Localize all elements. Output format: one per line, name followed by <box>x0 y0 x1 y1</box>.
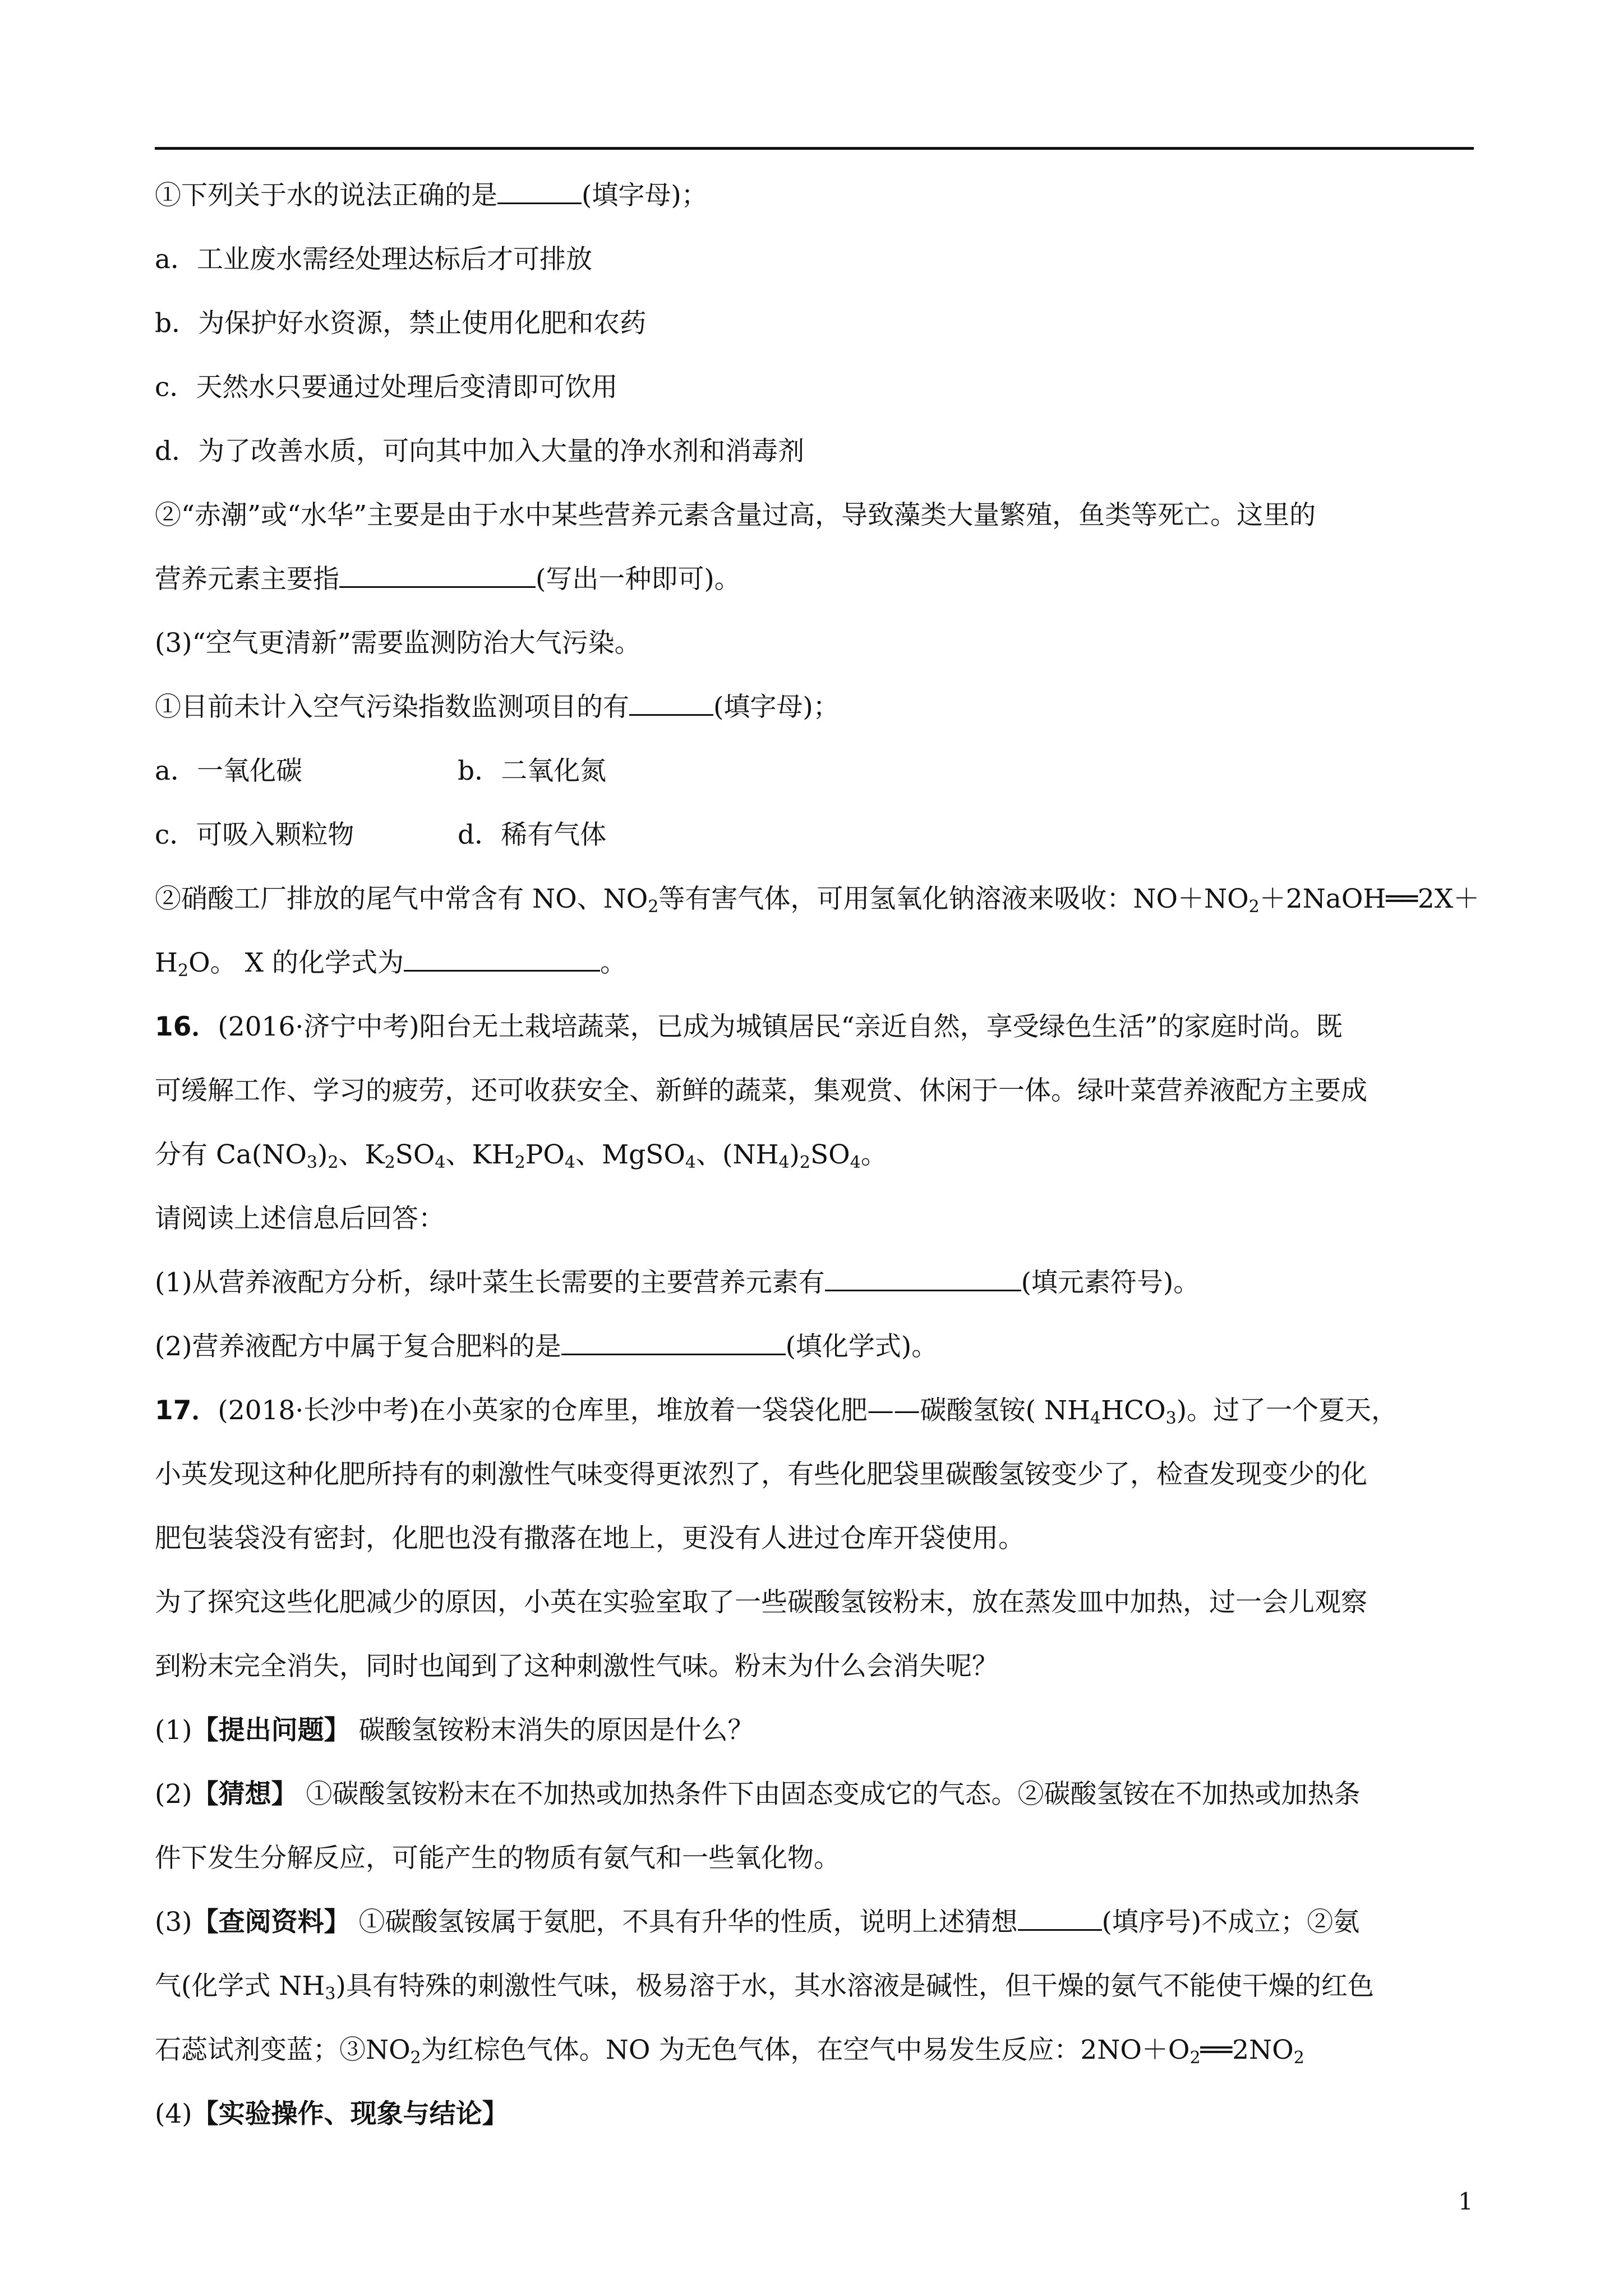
text-run: 、(NH <box>696 1139 779 1170</box>
question-text: 营养元素主要指 <box>155 564 339 595</box>
text-run: 等有害气体，可用氢氧化钠溶液来吸收：NO＋NO <box>658 884 1249 914</box>
text-run: ①碳酸氢铵粉末在不加热或加热条件下由固态变成它的气态。②碳酸氢铵在不加热或加热条 <box>297 1779 1361 1810</box>
option-d: d．稀有气体 <box>458 820 607 850</box>
text-run: 、MgSO <box>575 1139 685 1170</box>
text-run: ) <box>789 1139 800 1170</box>
section-heading: 【实验操作、现象与结论】 <box>192 2099 509 2129</box>
text-run: SO <box>395 1139 435 1170</box>
header-rule <box>155 147 1474 150</box>
subscript: 3 <box>306 1153 318 1172</box>
subscript: 4 <box>778 1153 790 1172</box>
question-text: 到粉末完全消失，同时也闻到了这种刺激性气味。粉末为什么会消失呢？ <box>155 1651 998 1682</box>
option-line <box>155 228 1474 292</box>
text-run: 分有 Ca(NO <box>155 1139 307 1170</box>
question-text: 可缓解工作、学习的疲劳，还可收获安全、新鲜的蔬菜，集观赏、休闲于一体。绿叶菜营养液配方主要成 <box>155 1075 1367 1106</box>
text-line <box>155 2082 1474 2146</box>
text-line <box>155 1699 1474 1763</box>
text-run: 石蕊试剂变蓝；③NO <box>155 2035 411 2065</box>
text-run: 。 <box>600 947 626 978</box>
question-text: (填元素符号)。 <box>1021 1267 1200 1298</box>
text-run: (3) <box>155 1907 192 1938</box>
text-run: )。过了一个夏天， <box>1176 1395 1398 1426</box>
subscript: 4 <box>685 1153 696 1172</box>
text-line <box>155 547 1474 611</box>
text-line <box>155 1826 1474 1890</box>
option-c: c．天然水只要通过处理后变清即可饮用 <box>155 372 618 403</box>
text-line <box>155 1059 1474 1123</box>
question-text: ②“赤潮”或“水华”主要是由于水中某些营养元素含量过高，导致藻类大量繁殖，鱼类等死亡。这里的 <box>155 500 1316 531</box>
text-line <box>155 484 1474 547</box>
text-line <box>155 1251 1474 1315</box>
text-run: O。 X 的化学式为 <box>188 947 404 978</box>
text-run: 、KH <box>445 1139 515 1170</box>
section-heading: 【猜想】 <box>192 1779 298 1810</box>
answer-blank[interactable] <box>561 1327 786 1355</box>
subscript: 3 <box>325 1984 336 2004</box>
text-line <box>155 1635 1474 1699</box>
subscript: 4 <box>1090 1409 1101 1428</box>
subscript: 2 <box>514 1153 525 1172</box>
subscript: 2 <box>648 897 659 917</box>
subscript: 2 <box>1248 897 1260 917</box>
section-heading: 【查阅资料】 <box>192 1907 351 1938</box>
text-line <box>155 1763 1474 1826</box>
text-line <box>155 1443 1474 1507</box>
answer-blank[interactable] <box>404 943 600 972</box>
text-run: (填序号)不成立；②氨 <box>1101 1907 1360 1938</box>
question-text: 件下发生分解反应，可能产生的物质有氨气和一些氧化物。 <box>155 1843 840 1874</box>
answer-blank[interactable] <box>825 1263 1021 1291</box>
subscript: 2 <box>410 2048 421 2068</box>
option-b: b．为保护好水资源，禁止使用化肥和农药 <box>155 308 647 339</box>
subscript: 4 <box>850 1153 861 1172</box>
question-number: 17． <box>155 1395 218 1426</box>
question-text: ①下列关于水的说法正确的是 <box>155 180 497 211</box>
question-text: 小英发现这种化肥所持有的刺激性气味变得更浓烈了，有些化肥袋里碳酸氢铵变少了，检查发现变少的化 <box>155 1459 1367 1490</box>
text-run: ══2NO <box>1200 2035 1294 2065</box>
text-line <box>155 1571 1474 1635</box>
question-number: 16． <box>155 1011 218 1042</box>
text-line <box>155 995 1474 1059</box>
question-text: (3)“空气更清新”需要监测防治大气污染。 <box>155 628 641 659</box>
section-heading: 【提出问题】 <box>192 1715 351 1746</box>
option-line <box>155 420 1474 484</box>
text-run: ) <box>317 1139 328 1170</box>
question-text: (2016·济宁中考)阳台无土栽培蔬菜，已成为城镇居民“亲近自然，享受绿色生活”的家庭时尚。既 <box>218 1011 1343 1042</box>
text-run: (2) <box>155 1779 192 1810</box>
text-run: 气(化学式 NH <box>155 1971 325 2001</box>
answer-blank[interactable] <box>497 176 582 204</box>
subscript: 2 <box>328 1153 339 1172</box>
option-line <box>155 292 1474 356</box>
subscript: 4 <box>435 1153 446 1172</box>
text-line <box>155 1315 1474 1379</box>
text-line <box>155 1890 1474 1954</box>
question-text: 为了探究这些化肥减少的原因，小英在实验室取了一些碳酸氢铵粉末，放在蒸发皿中加热，过一会儿观察 <box>155 1587 1367 1618</box>
text-line <box>155 164 1474 228</box>
text-run: PO <box>525 1139 565 1170</box>
option-a: a．一氧化碳 <box>155 756 303 786</box>
text-line <box>155 1507 1474 1571</box>
text-line <box>155 1954 1474 2018</box>
text-run: (4) <box>155 2099 192 2129</box>
text-run: HCO <box>1101 1395 1166 1426</box>
text-run: ②硝酸工厂排放的尾气中常含有 NO、NO <box>155 884 648 914</box>
page-number: 1 <box>1458 2188 1473 2215</box>
text-run: )具有特殊的刺激性气味，极易溶于水，其水溶液是碱性，但干燥的氨气不能使干燥的红色 <box>335 1971 1374 2001</box>
subscript: 4 <box>564 1153 575 1172</box>
answer-blank[interactable] <box>629 687 713 716</box>
option-d: d．为了改善水质，可向其中加入大量的净水剂和消毒剂 <box>155 436 805 467</box>
text-line <box>155 931 1474 995</box>
question-text: ①目前未计入空气污染指数监测项目的有 <box>155 692 629 723</box>
question-text: (写出一种即可)。 <box>536 564 741 595</box>
text-run: SO <box>810 1139 850 1170</box>
text-line <box>155 611 1474 675</box>
text-line <box>155 675 1474 739</box>
question-text: (2)营养液配方中属于复合肥料的是 <box>155 1331 561 1362</box>
answer-blank[interactable] <box>339 559 536 588</box>
text-run: 为红棕色气体。NO 为无色气体，在空气中易发生反应：2NO＋O <box>421 2035 1190 2065</box>
option-row <box>155 803 1474 867</box>
subscript: 2 <box>384 1153 395 1172</box>
text-run: (1) <box>155 1715 192 1746</box>
subscript: 2 <box>1189 2048 1201 2068</box>
text-run: (2018·长沙中考)在小英家的仓库里，堆放着一袋袋化肥——碳酸氢铵( NH <box>218 1395 1091 1426</box>
option-a: a．工业废水需经处理达标后才可排放 <box>155 244 593 275</box>
subscript: 2 <box>1293 2048 1304 2068</box>
option-line <box>155 356 1474 420</box>
subscript: 2 <box>799 1153 810 1172</box>
text-line <box>155 2018 1474 2082</box>
answer-blank[interactable] <box>1018 1902 1102 1931</box>
text-run: ①碳酸氢铵属于氨肥，不具有升华的性质，说明上述猜想 <box>350 1907 1018 1938</box>
question-text: 请阅读上述信息后回答： <box>155 1203 445 1234</box>
text-line <box>155 867 1480 931</box>
document-body <box>155 164 1480 2146</box>
question-text: (填化学式)。 <box>785 1331 938 1362</box>
text-run: H <box>155 947 178 978</box>
text-line <box>155 1187 1474 1251</box>
text-run: 、K <box>338 1139 385 1170</box>
text-line <box>155 1379 1474 1443</box>
text-run: 碳酸氢铵粉末消失的原因是什么？ <box>350 1715 754 1746</box>
option-c: c．可吸入颗粒物 <box>155 820 354 850</box>
subscript: 3 <box>1165 1409 1177 1428</box>
text-line <box>155 1123 1474 1187</box>
subscript: 2 <box>178 961 189 981</box>
option-row <box>155 739 1474 803</box>
option-b: b．二氧化氮 <box>458 756 607 786</box>
question-text: (填字母)； <box>582 180 708 211</box>
question-text: (1)从营养液配方分析，绿叶菜生长需要的主要营养元素有 <box>155 1267 825 1298</box>
question-text: 肥包装袋没有密封，化肥也没有撒落在地上，更没有人进过仓库开袋使用。 <box>155 1523 1025 1554</box>
question-text: (填字母)； <box>713 692 840 723</box>
text-run: 。 <box>860 1139 887 1170</box>
text-run: ＋2NaOH══2X＋ <box>1259 884 1480 914</box>
